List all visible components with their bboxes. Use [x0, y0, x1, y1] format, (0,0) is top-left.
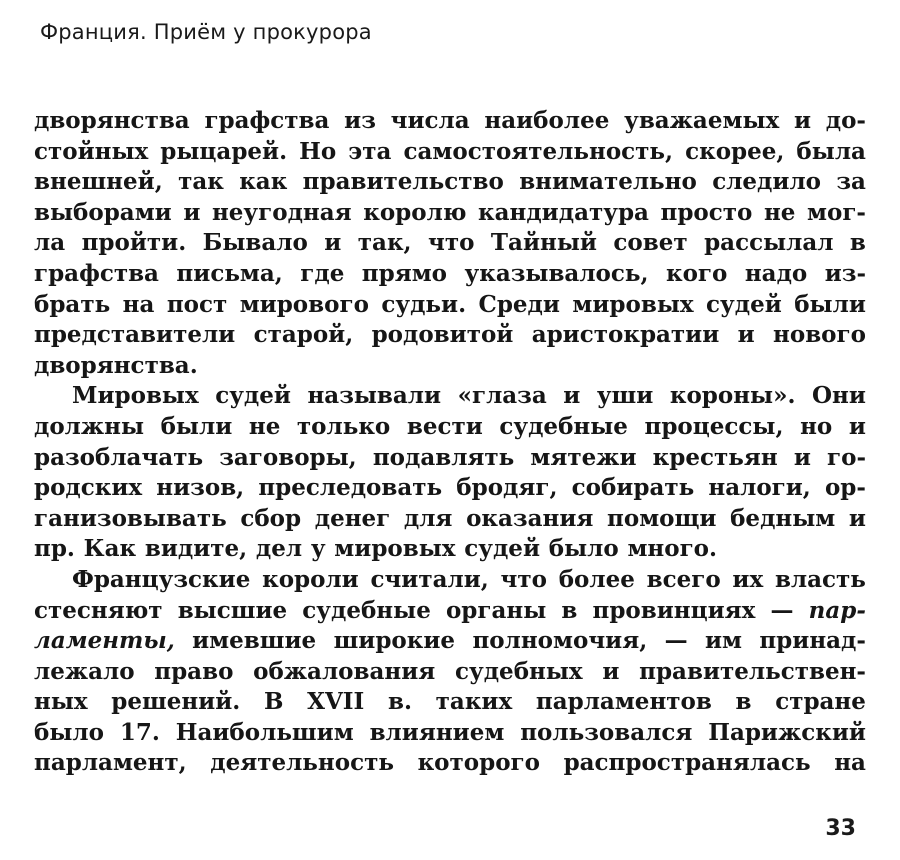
word: распространялась	[563, 749, 811, 777]
word: —	[770, 596, 794, 624]
word: право	[154, 657, 234, 685]
word: Они	[812, 382, 866, 410]
word: Парижский	[708, 718, 866, 746]
word: ламенты,	[34, 627, 175, 655]
word: за	[836, 168, 866, 196]
word: бродяг,	[456, 474, 558, 502]
word: представители	[34, 321, 236, 349]
word: таких	[435, 688, 513, 716]
word: так	[178, 168, 224, 196]
word: —	[664, 627, 688, 655]
word: на	[834, 749, 866, 777]
word: и	[602, 657, 620, 685]
paragraph	[34, 381, 866, 565]
word: органы	[445, 596, 547, 624]
word: Среди	[478, 290, 560, 318]
text-line	[34, 351, 866, 382]
text-line	[34, 657, 866, 688]
word: решений.	[111, 688, 241, 716]
word: принад-	[759, 627, 866, 655]
word: крестьян	[652, 443, 778, 471]
word: уши	[596, 382, 654, 410]
word: власть	[774, 565, 866, 593]
word: пр.	[34, 535, 75, 563]
paragraph	[34, 106, 866, 381]
word: широкие	[333, 627, 456, 655]
word: лежало	[34, 657, 135, 685]
word: старой,	[253, 321, 354, 349]
word: были	[160, 412, 233, 440]
word: более	[558, 565, 635, 593]
text-line	[34, 137, 866, 168]
word: В	[263, 688, 284, 716]
word: в	[735, 688, 752, 716]
word: судей	[215, 382, 291, 410]
word: стране	[775, 688, 866, 716]
word: им	[704, 627, 742, 655]
word: преследовать	[258, 474, 443, 502]
word: скорее,	[685, 137, 785, 165]
text-line	[34, 167, 866, 198]
text-line	[34, 381, 866, 412]
text-line	[34, 596, 866, 627]
word: из	[344, 107, 376, 134]
word: собирать	[571, 474, 695, 502]
word: родовитой	[371, 321, 514, 349]
word: провинциях	[592, 596, 756, 624]
word: мировых	[572, 290, 694, 318]
word: денег	[314, 504, 391, 532]
word: мог-	[807, 198, 866, 226]
word: судьи.	[381, 290, 467, 318]
word: брать	[34, 290, 111, 318]
word: мятежи	[530, 443, 637, 471]
word: Французские	[72, 565, 251, 593]
word: ганизовывать	[34, 504, 227, 532]
text-line	[34, 626, 866, 657]
word: не	[763, 198, 796, 226]
word: видите,	[144, 535, 248, 563]
word: рыцарей.	[160, 137, 288, 165]
word: полномочия,	[472, 627, 648, 655]
word: дворянства	[34, 107, 190, 134]
word: прямо	[361, 259, 448, 287]
word: мировых	[334, 535, 456, 563]
word: и	[563, 382, 581, 410]
page-body-text	[34, 106, 866, 779]
word: Как	[83, 535, 137, 563]
word: считали,	[370, 565, 489, 593]
word: го-	[827, 443, 866, 471]
word: короли	[262, 565, 359, 593]
word: указывалось,	[464, 259, 649, 287]
word: мирового	[239, 290, 369, 318]
word: судебные	[302, 596, 431, 624]
word: кандидатура	[478, 198, 649, 226]
word: наиболее	[484, 107, 610, 134]
word: заговоры,	[219, 443, 357, 471]
word: для	[403, 504, 453, 532]
running-header-title: Франция. Приём у прокурора	[40, 20, 372, 44]
word: бедным	[730, 504, 836, 532]
page-number: 33	[825, 816, 856, 841]
word: где	[300, 259, 345, 287]
word: числа	[390, 107, 470, 134]
word: и	[848, 412, 866, 440]
word: дел	[255, 535, 303, 563]
word: всего	[646, 565, 721, 593]
word: родских	[34, 474, 143, 502]
word: письма,	[176, 259, 283, 287]
word: высшие	[177, 596, 288, 624]
text-line	[34, 748, 866, 779]
word: и	[324, 229, 342, 257]
word: кого	[665, 259, 728, 287]
word: в.	[388, 688, 412, 716]
word: имевшие	[192, 627, 317, 655]
word: процессы,	[644, 412, 784, 440]
word: надо	[744, 259, 808, 287]
word: помощи	[607, 504, 717, 532]
word: у	[310, 535, 326, 563]
text-line	[34, 259, 866, 290]
word: на	[122, 290, 155, 318]
text-line	[34, 106, 866, 137]
word: Мировых	[72, 382, 199, 410]
word: была	[796, 137, 866, 165]
text-line	[34, 687, 866, 718]
word: так,	[357, 229, 412, 257]
word: эта	[348, 137, 392, 165]
word: до-	[825, 107, 866, 134]
word: «глаза	[457, 382, 547, 410]
word: самостоятельность,	[403, 137, 674, 165]
word: стойных	[34, 137, 149, 165]
text-line	[34, 443, 866, 474]
word: Наибольшим	[175, 718, 354, 746]
word: просто	[660, 198, 753, 226]
word: судей	[706, 290, 782, 318]
word: уважаемых	[624, 107, 780, 134]
word: ла	[34, 229, 66, 257]
word: пользовался	[520, 718, 693, 746]
word: их	[732, 565, 764, 593]
word: в	[849, 229, 866, 257]
word: пройти.	[81, 229, 187, 257]
word: пост	[166, 290, 228, 318]
word: графства	[204, 107, 330, 134]
word: Бывало	[202, 229, 308, 257]
word: рассылал	[704, 229, 834, 257]
word: обжалования	[253, 657, 436, 685]
word: низов,	[156, 474, 245, 502]
word: деятельность	[210, 749, 394, 777]
word: судебные	[499, 412, 628, 440]
word: подавлять	[372, 443, 515, 471]
word: что	[500, 565, 547, 593]
word: называли	[307, 382, 442, 410]
word: ор-	[824, 474, 866, 502]
word: в	[561, 596, 578, 624]
word: нового	[773, 321, 866, 349]
text-line	[34, 565, 866, 596]
word: как	[239, 168, 288, 196]
word: Тайный	[490, 229, 597, 257]
text-line	[34, 534, 866, 565]
word: короны».	[669, 382, 796, 410]
word: стесняют	[34, 596, 163, 624]
word: было	[548, 535, 619, 563]
word: Но	[299, 137, 337, 165]
word: влиянием	[369, 718, 505, 746]
text-line	[34, 228, 866, 259]
word: и	[793, 443, 811, 471]
word: только	[296, 412, 391, 440]
word: вести	[406, 412, 483, 440]
text-line	[34, 320, 866, 351]
paragraph	[34, 565, 866, 779]
word: пар-	[808, 596, 866, 624]
word: судебных	[455, 657, 583, 685]
word: XVII	[307, 688, 365, 716]
word: и	[737, 321, 755, 349]
word: парламентов	[535, 688, 712, 716]
word: налоги,	[708, 474, 811, 502]
word: и	[793, 107, 812, 134]
word: ных	[34, 688, 88, 716]
word: что	[428, 229, 475, 257]
text-line	[34, 504, 866, 535]
text-line	[34, 198, 866, 229]
word: дворянства.	[34, 351, 198, 379]
word: парламент,	[34, 749, 187, 777]
word: королю	[363, 198, 467, 226]
text-line	[34, 473, 866, 504]
word: аристократии	[531, 321, 720, 349]
word: не	[248, 412, 281, 440]
word: следило	[712, 168, 822, 196]
word: разоблачать	[34, 443, 204, 471]
word: было	[34, 718, 104, 746]
word: 17.	[119, 718, 160, 746]
word: были	[794, 290, 866, 318]
word: выборами	[34, 198, 172, 226]
word: но	[800, 412, 833, 440]
word: и	[848, 504, 866, 532]
word: должны	[34, 412, 145, 440]
text-line	[34, 290, 866, 321]
word: судей	[464, 535, 540, 563]
text-line	[34, 718, 866, 749]
word: сбор	[240, 504, 302, 532]
text-line	[34, 412, 866, 443]
word: много.	[627, 535, 718, 563]
word: которого	[417, 749, 540, 777]
word: и	[183, 198, 201, 226]
word: правительство	[302, 168, 504, 196]
word: внимательно	[519, 168, 697, 196]
word: неугодная	[211, 198, 352, 226]
word: оказания	[466, 504, 594, 532]
word: графства	[34, 259, 159, 287]
word: совет	[613, 229, 688, 257]
word: из-	[824, 259, 866, 287]
word: правительствен-	[639, 657, 866, 685]
word: внешней,	[34, 168, 163, 196]
